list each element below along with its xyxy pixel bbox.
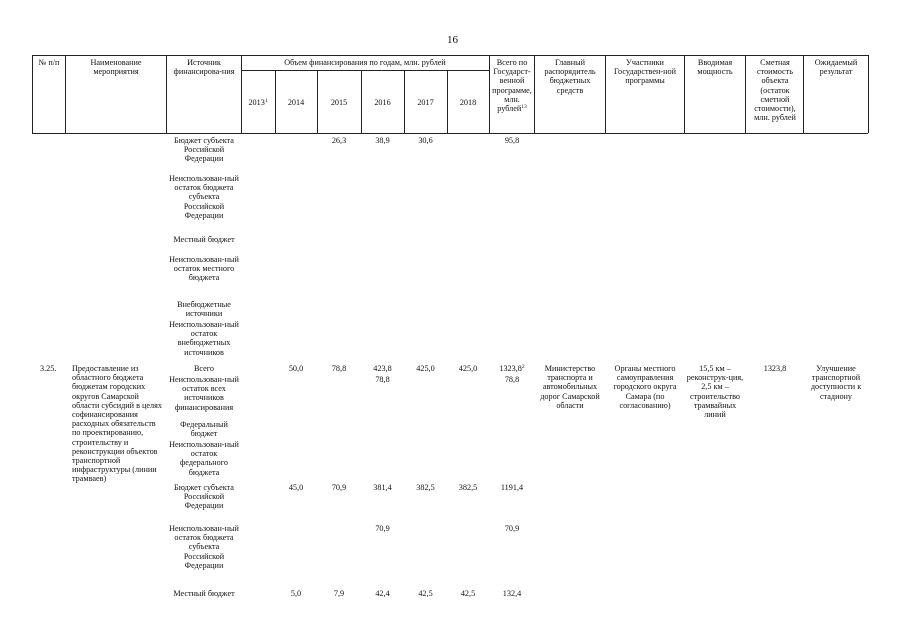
row-regional-2016: 381,4 [373, 483, 392, 492]
row-local-source: Местный бюджет [173, 589, 235, 598]
row-federal-source: Федеральный бюджет [180, 420, 228, 439]
col-divider-6 [361, 70, 362, 133]
item-cost: 1323,8 [763, 364, 787, 373]
funding-subheader-border [241, 70, 489, 71]
col-divider-3 [241, 55, 242, 133]
header-year-2018: 2018 [459, 98, 477, 107]
row-regional-total: 1191,4 [500, 483, 524, 492]
row-local-total: 132,4 [502, 589, 522, 598]
header-cost: Сметная стоимость объекта (остаток сметной стоимости), млн. рублей [754, 58, 796, 123]
item-manager: Министерство транспорта и автомобильных дорог Самарской области [540, 364, 600, 410]
col-divider-5 [317, 70, 318, 133]
row-regional-2015: 70,9 [331, 483, 347, 492]
row-all-2016: 423,8 [373, 364, 392, 373]
row-all-total: 1323,8$^2$ [499, 364, 525, 373]
row-regional-2014: 45,0 [288, 483, 304, 492]
header-year-2015: 2015 [330, 98, 348, 107]
row-regional-2017: 382,5 [416, 483, 435, 492]
row-all-2015: 78,8 [331, 364, 347, 373]
header-total: Всего по Государст-венной программе, млн. рублей$^{13}$ [492, 58, 532, 114]
top-value-2017: 30,6 [418, 136, 433, 145]
item-result: Улучшение транспортной доступности к стадиону [810, 364, 862, 401]
item-number: 3.25. [40, 364, 57, 373]
row-unused-regional-source: Неиспользован-ный остаток бюджета субъекта Российской Федерации [169, 524, 239, 570]
top-source-6: Неиспользован-ный остаток внебюджетных источников [169, 320, 239, 357]
table-top-border [32, 55, 868, 56]
page-number: 16 [447, 34, 458, 46]
item-capacity: 15,5 км – реконструк-ция, 2,5 км – строительство трамвайных линий [686, 364, 744, 420]
header-year-2016: 2016 [374, 98, 391, 107]
header-year-2017: 2017 [417, 98, 434, 107]
row-local-2015: 7,9 [333, 589, 345, 598]
header-year-2013: 2013$^1$ [248, 98, 268, 107]
header-source: Источник финансирова-ния [173, 58, 235, 77]
row-unused-all-total: 78,8 [504, 375, 520, 384]
row-local-2016: 42,4 [375, 589, 390, 598]
header-name: Наименование мероприятия [90, 58, 142, 77]
header-funding: Объем финансирования по годам, млн. рублей [284, 58, 446, 67]
row-local-2017: 42,5 [418, 589, 433, 598]
header-number: № п/п [38, 58, 60, 67]
top-source-5: Внебюджетные источники [177, 300, 231, 319]
col-divider-1 [65, 55, 66, 133]
row-all-2017: 425,0 [416, 364, 435, 373]
row-all-source: Всего [193, 364, 215, 373]
header-result: Ожидаемый результат [814, 58, 858, 77]
row-unused-federal-source: Неиспользован-ный остаток федерального бюджета [169, 440, 239, 477]
item-participants: Органы местного самоуправления городского округа Самара (по согласованию) [613, 364, 677, 410]
top-source-1: Бюджет субъекта Российской Федерации [174, 136, 234, 164]
top-value-2015: 26,3 [331, 136, 347, 145]
table-right-border [868, 55, 869, 133]
row-local-2018: 42,5 [460, 589, 476, 598]
row-regional-2018: 382,5 [458, 483, 478, 492]
header-bottom-border [32, 133, 868, 134]
top-source-4: Неиспользован-ный остаток местного бюджета [169, 255, 239, 283]
row-local-2014: 5,0 [290, 589, 302, 598]
col-divider-14 [803, 55, 804, 133]
header-manager: Главный распорядитель бюджетных средств [544, 58, 596, 95]
top-source-3: Местный бюджет [173, 235, 235, 244]
row-regional-source: Бюджет субъекта Российской Федерации [174, 483, 234, 511]
item-name: Предоставление из областного бюджета бюджетам городских округов Самарской области субсидий в целях софинансирования расходных обязательств по проектированию, строительству и реконструкции объектов транспортной инфраструктуры (линии трамваев) [72, 364, 162, 484]
row-unused-all-source: Неиспользован-ный остаток всех источников финансирования [169, 375, 239, 412]
col-divider-10 [534, 55, 535, 133]
row-all-2014: 50,0 [288, 364, 304, 373]
row-all-2018: 425,0 [458, 364, 478, 373]
col-divider-12 [684, 55, 685, 133]
header-capacity: Вводимая мощность [697, 58, 733, 77]
col-divider-11 [605, 55, 606, 133]
col-divider-7 [404, 70, 405, 133]
top-value-total: 95,8 [504, 136, 520, 145]
header-year-2014: 2014 [287, 98, 305, 107]
col-divider-8 [447, 70, 448, 133]
row-unused-regional-2016: 70,9 [375, 524, 390, 533]
row-unused-all-2016: 78,8 [375, 375, 390, 384]
col-divider-4 [275, 70, 276, 133]
table-left-border [32, 55, 33, 133]
row-unused-regional-total: 70,9 [504, 524, 520, 533]
top-source-2: Неиспользован-ный остаток бюджета субъекта Российской Федерации [169, 174, 239, 220]
col-divider-13 [745, 55, 746, 133]
top-value-2016: 38,9 [375, 136, 390, 145]
col-divider-2 [166, 55, 167, 133]
header-participants: Участники Государствен-ной программы [614, 58, 676, 86]
col-divider-9 [489, 55, 490, 133]
